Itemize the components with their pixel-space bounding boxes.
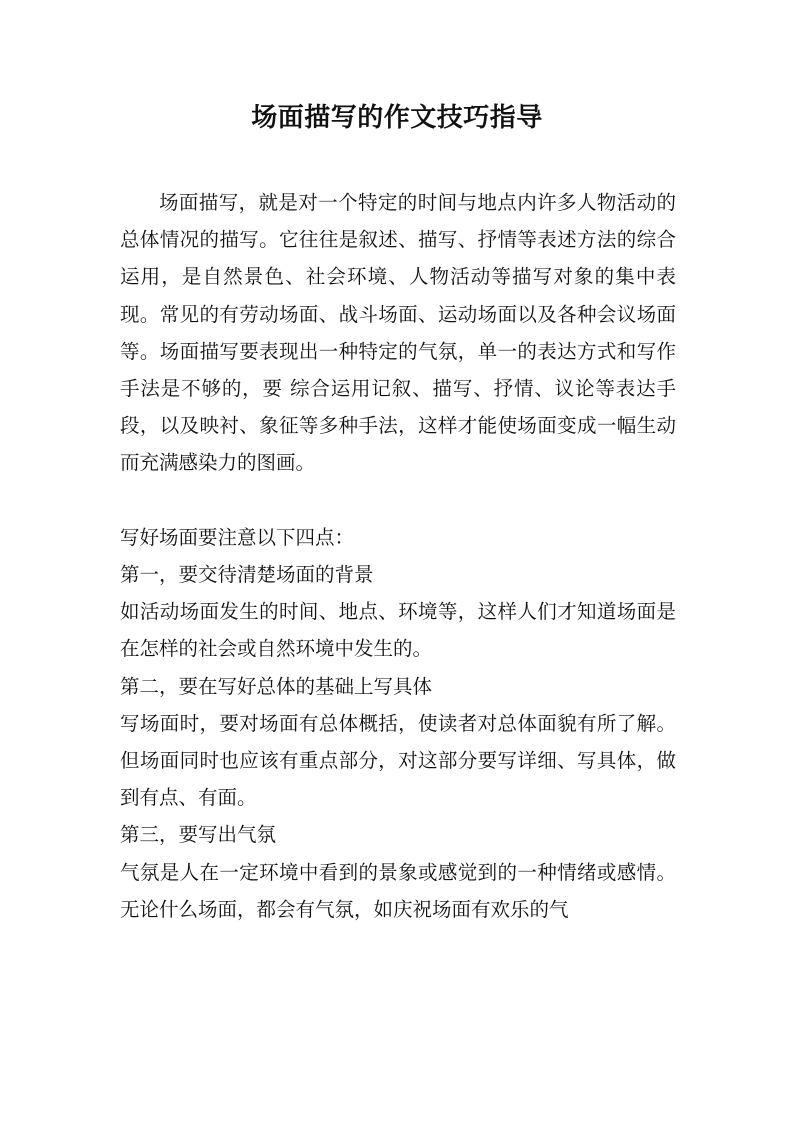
paragraph-spacer xyxy=(120,482,676,519)
point2-text: 写场面时，要对场面有总体概括，使读者对总体面貌有所了解。但场面同时也应该有重点部分，对这部分要写详细、写具体，做到有点、有面。 xyxy=(120,711,676,810)
point1-text: 如活动场面发生的时间、地点、环境等，这样人们才知道场面是在怎样的社会或自然环境中发生的。 xyxy=(120,600,676,661)
document-body xyxy=(120,184,676,928)
point2-heading: 第二，要在写好总体的基础上写具体 xyxy=(120,674,433,698)
lead-line: 写好场面要注意以下四点： xyxy=(120,525,355,549)
point3-heading: 第三，要写出气氛 xyxy=(120,823,277,847)
document-title: 场面描写的作文技巧指导 xyxy=(251,103,543,133)
point3-text: 气氛是人在一定环境中看到的景象或感觉到的一种情绪或感情。无论什么场面，都会有气氛，如庆祝场面有欢乐的气 xyxy=(120,860,676,921)
point1-heading: 第一，要交待清楚场面的背景 xyxy=(120,563,374,587)
intro-paragraph: 场面描写，就是对一个特定的时间与地点内许多人物活动的总体情况的描写。它往往是叙述、描写、抒情等表述方法的综合运用，是自然景色、社会环境、人物活动等描写对象的集中表现。常见的有劳动场面、战斗场面、运动场面以及各种会议场面等。场面描写要表现出一种特定的气氛，单一的表达方式和写作手法是不够的，要 综合运用记叙、描写、抒情、议论等表达手段，以及映衬、象征等多种手法，这样才能使场面变成一幅生动而充满感染力的图画。 xyxy=(120,191,676,475)
